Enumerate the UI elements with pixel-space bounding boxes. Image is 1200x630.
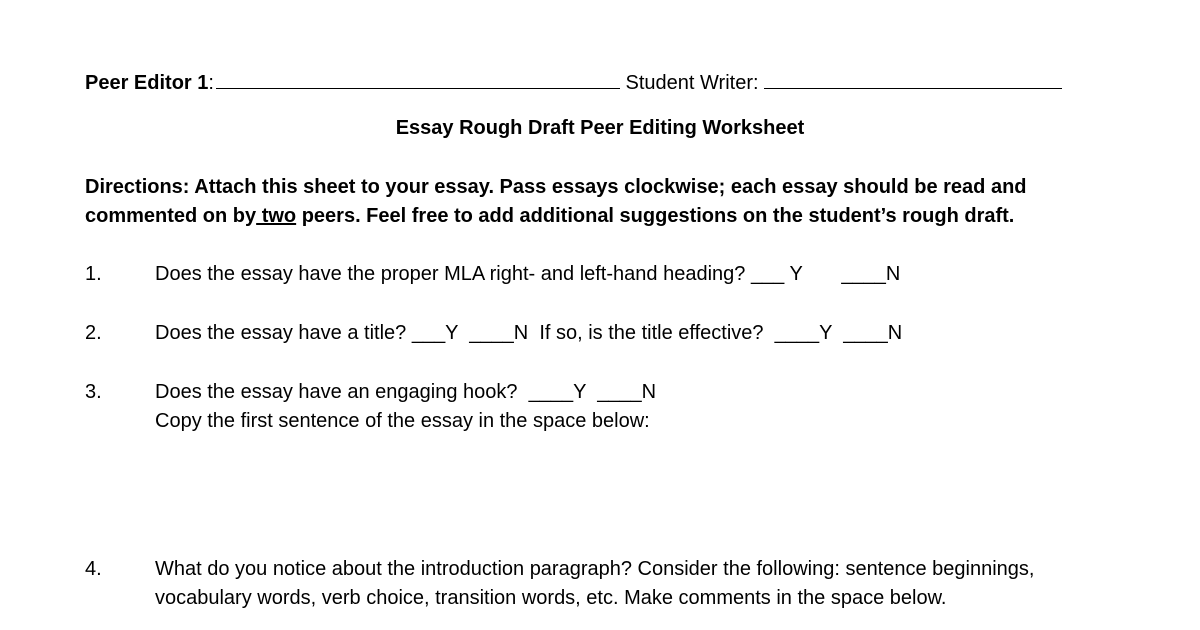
peer-editor-blank[interactable] [216,70,620,89]
directions-emphasis: two [256,205,297,227]
question-text: Does the essay have the proper MLA right- and left-hand heading? ___ Y ____N [155,263,901,285]
peer-editor-colon: : [208,72,214,94]
question-text: What do you notice about the introduction paragraph? Consider the following: sentence beginnings, vocabulary words, verb choice, transition words, etc. Make comments in the space below. [155,558,1035,609]
question-number: 1. [85,263,102,285]
question-number: 3. [85,381,102,403]
worksheet-title: Essay Rough Draft Peer Editing Worksheet [395,117,805,139]
question-text: Does the essay have a title? ___Y ____N If so, is the title effective? ____Y ____N [155,322,903,344]
directions [85,173,1135,231]
student-writer-blank[interactable] [764,70,1062,89]
peer-editor-label: Peer Editor 1 [85,72,209,94]
question-text [155,378,1075,436]
question-line: Copy the first sentence of the essay in the space below: [155,410,650,432]
question-number: 2. [85,322,102,344]
directions-part2: peers. Feel free to add additional suggestions on the student’s rough draft. [296,205,1015,227]
question-line: Does the essay have an engaging hook? ____Y ____N [155,381,657,403]
header-fields [85,69,1105,98]
student-writer-label: Student Writer: [625,72,759,94]
directions-part1: Directions: Attach this sheet to your essay. Pass essays clockwise; each essay should be read and commented on by [85,176,1027,227]
question-number: 4. [85,558,102,580]
